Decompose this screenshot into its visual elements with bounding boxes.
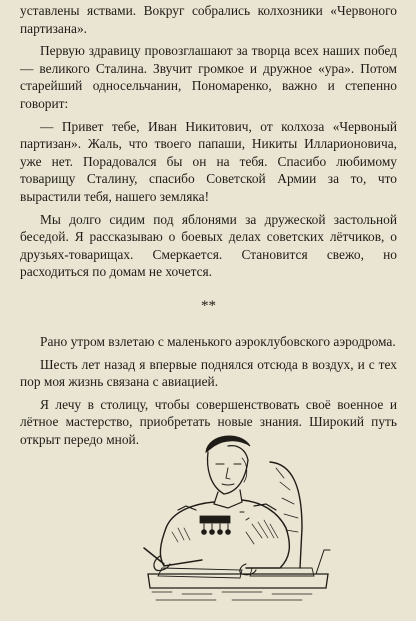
paragraph: Первую здравицу провозглашают за творца всех наших побед — великого Сталина. Звучит громкое и дружное «ура». Потом старейший односельчанин, Пономаренко, важно и степенно говорит: <box>20 43 397 111</box>
officer-writing-illustration <box>142 428 336 610</box>
section-break: ** <box>201 297 216 314</box>
paragraph: Я лечу в столицу, чтобы совершенствовать своё военное и лётное мастерство, приобретать новые знания. Широкий путь открыт передо мной. <box>20 396 397 447</box>
paragraph: — Привет тебе, Иван Никитович, от колхоза «Червоный партизан». Жаль, что твоего папаши, Никиты Илларионовича, уже нет. Порадовался бы он на тебя. Спасибо любимому товарищу Сталину, спасибо Советской Армии за то, что вырастили тебя, нашего земляка! <box>20 118 397 204</box>
paragraph: Шесть лет назад я впервые поднялся отсюда в воздух, и с тех пор моя жизнь связана с авиацией. <box>20 356 397 390</box>
paragraph: уставлены яствами. Вокруг собрались колхозники «Червоного партизана». <box>20 3 397 36</box>
paragraph: Рано утром взлетаю с маленького аэроклубовского аэродрома. <box>40 333 396 349</box>
paragraph: Мы долго сидим под яблонями за дружеской застольной беседой. Я рассказываю о боевых делах советских лётчиков, о друзьях-товарищах. Смеркается. Становится свежо, но расходиться по домам не хочется. <box>20 211 397 280</box>
page-text <box>20 2 397 453</box>
